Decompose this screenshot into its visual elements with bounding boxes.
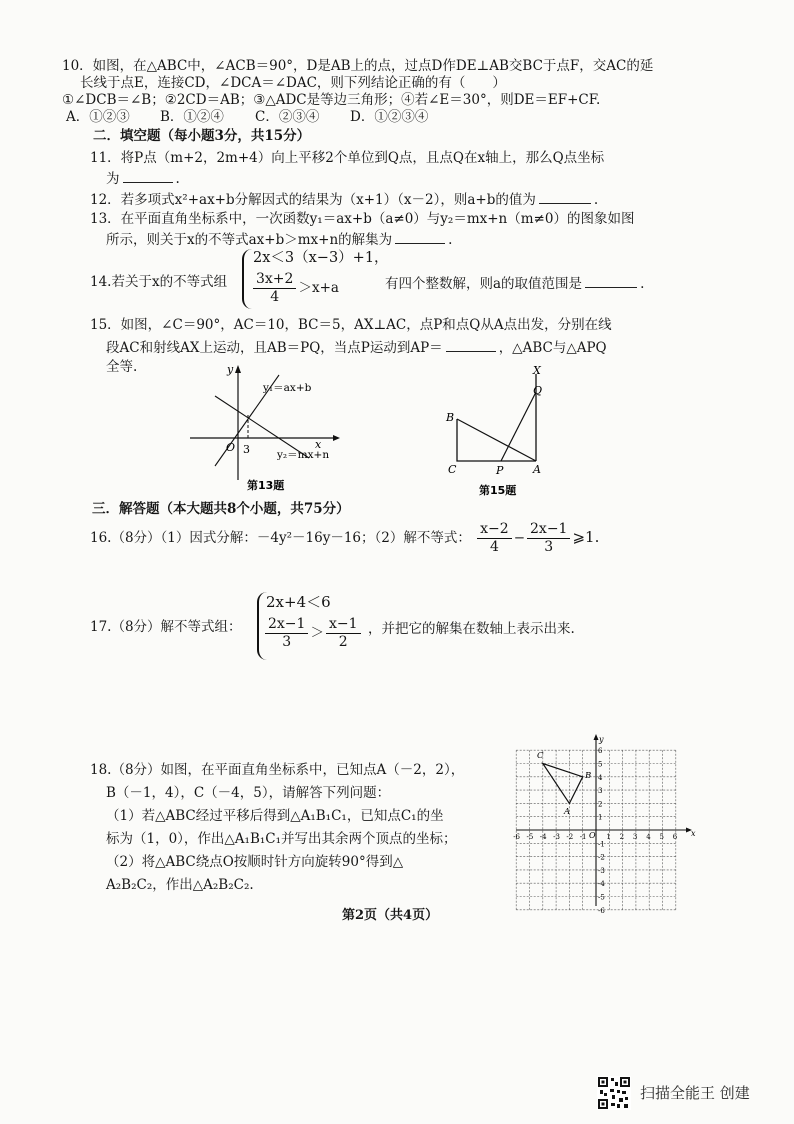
q13-line2: 所示，则关于x的不等式ax+b＞mx+n的解集为 . xyxy=(106,232,453,248)
section3-heading: 三．解答题（本大题共8个小题，共75分） xyxy=(92,501,350,517)
section2-heading: 二．填空题（每小题3分，共15分） xyxy=(93,128,311,144)
grid-y-arrow xyxy=(594,734,599,740)
grid-x-tick-label: -2 xyxy=(566,833,574,841)
fig13-line2-label: y₂＝mx+n xyxy=(277,449,330,461)
grid-x-tick-label: 6 xyxy=(672,833,678,841)
q18-line2: B（－1，4），C（－4，5），请解答下列问题： xyxy=(106,785,391,801)
q16-frac2-den: 3 xyxy=(544,538,554,555)
fig13-x-label: x xyxy=(315,438,322,451)
grid-x-tick-label: 2 xyxy=(619,833,625,841)
fig13-caption: 第13题 xyxy=(247,479,285,492)
fig13-origin: O xyxy=(226,441,236,454)
grid-y-tick-label: 4 xyxy=(598,773,603,782)
qr-code-icon xyxy=(597,1076,631,1110)
page-number: 第2页（共4页） xyxy=(342,908,439,923)
point-c-label: C xyxy=(537,751,544,761)
q14-row1: 2x＜3（x−3）+1， xyxy=(253,250,389,266)
figure-13 xyxy=(185,362,365,494)
grid-x-tick-label: -3 xyxy=(553,833,560,841)
q14-row2-rest: ＞x+a xyxy=(298,279,339,296)
grid-x-label: x xyxy=(691,829,696,838)
q16-tail: ⩾1. xyxy=(572,527,600,546)
q10-option-a: A．①②③ xyxy=(66,109,130,125)
fig15-pq xyxy=(501,392,536,461)
fig13-tick-3: 3 xyxy=(243,443,250,456)
grid-y-tick-label: 6 xyxy=(598,747,603,756)
q17-gt: ＞ xyxy=(310,624,324,641)
grid-x-tick-label: -6 xyxy=(513,833,521,841)
q15-line3: 全等. xyxy=(106,359,138,375)
q10-option-c: C．②③④ xyxy=(255,109,320,125)
grid-y-tick-label: -6 xyxy=(598,906,605,915)
fig15-label-b: B xyxy=(446,411,455,424)
grid-x-tick-label: -1 xyxy=(579,833,587,841)
q11-line1: 11．将P点（m+2，2m+4）向上平移2个单位到Q点，且点Q在x轴上，那么Q点坐标 xyxy=(90,150,605,166)
fig15-ab xyxy=(457,419,536,461)
q14-frac-den: 4 xyxy=(270,288,280,305)
q11-line2: 为 . xyxy=(106,171,180,187)
point-a-label: A xyxy=(564,807,571,817)
q14-suffix: 有四个整数解，则a的取值范围是 . xyxy=(385,276,645,292)
q10-line1: 10．如图，在△ABC中，∠ACB＝90°，D是AB上的点，过点D作DE⊥AB交BC于点F，交AC的延 xyxy=(62,58,654,74)
grid-y-tick-label: -3 xyxy=(598,866,605,875)
figure-15 xyxy=(440,362,550,498)
q16-line xyxy=(90,521,599,556)
q16-minus: − xyxy=(513,529,526,546)
fig15-label-q: Q xyxy=(533,384,543,397)
grid-y-tick-label: 3 xyxy=(598,787,603,796)
q15-line2: 段AC和射线AX上运动，且AB＝PQ，当点P运动到AP＝ ，△ABC与△APQ xyxy=(106,340,607,356)
q10-option-d: D．①②③④ xyxy=(350,109,429,125)
grid-x-tick-label: 1 xyxy=(606,833,611,841)
grid-x-tick-label: 5 xyxy=(659,833,664,841)
q12-line: 12．若多项式x²+ax+b分解因式的结果为（x+1）（x－2），则a+b的值为 . xyxy=(90,192,599,208)
q18-line5: （2）将△ABC绕点O按顺时针方向旋转90°得到△ xyxy=(106,854,404,870)
grid-y-label: y xyxy=(599,735,604,744)
fig13-y-label: y xyxy=(227,363,234,376)
grid-y-tick-label: 2 xyxy=(598,800,603,809)
q18-line3: （1）若△ABC经过平移后得到△A₁B₁C₁，已知点C₁的坐 xyxy=(106,808,444,824)
q10-line2: 长线于点E，连接CD，∠DCA＝∠DAC，则下列结论正确的有（ ） xyxy=(80,75,506,91)
grid-y-tick-label: 1 xyxy=(598,813,603,822)
grid-y-tick-label: -1 xyxy=(598,840,605,849)
q17-frac2-num: x−1 xyxy=(326,616,361,634)
q16-part1: 16.（8分）（1）因式分解：－4y²－16y－16；（2）解不等式： xyxy=(90,529,471,546)
q15-line1: 15．如图，∠C＝90°，AC＝10，BC＝5，AX⊥AC，点P和点Q从A点出发，分别在线 xyxy=(90,317,612,333)
fig15-label-c: C xyxy=(448,463,457,476)
grid-origin: O xyxy=(589,831,596,840)
point-b-label: B xyxy=(585,771,592,781)
q17-prefix: 17.（8分）解不等式组： xyxy=(90,619,242,635)
q18-line6: A₂B₂C₂，作出△A₂B₂C₂. xyxy=(106,877,254,893)
fig15-caption: 第15题 xyxy=(479,484,517,497)
grid-x-tick-label: 3 xyxy=(632,833,638,841)
q14-row2 xyxy=(251,271,339,306)
q10-line3: ①∠DCB＝∠B；②2CD＝AB；③△ADC是等边三角形；④若∠E＝30°，则DE＝EF+CF. xyxy=(62,92,601,108)
q18-coordinate-grid xyxy=(508,732,698,915)
grid-y-tick-label: -5 xyxy=(598,893,605,902)
q17-suffix: ，并把它的解集在数轴上表示出来. xyxy=(368,621,575,637)
q17-frac1-num: 2x−1 xyxy=(265,616,308,634)
fig13-x-arrow xyxy=(333,435,340,441)
q10-option-b: B．①②④ xyxy=(160,109,224,125)
q16-frac1-num: x−2 xyxy=(477,521,512,539)
q13-line1: 13．在平面直角坐标系中，一次函数y₁＝ax+b（a≠0）与y₂＝mx+n（m≠0）的图象如图 xyxy=(90,211,635,227)
q18-line4: 标为（1，0），作出△A₁B₁C₁并写出其余两个顶点的坐标； xyxy=(106,831,457,847)
q17-frac1-den: 3 xyxy=(282,633,292,650)
triangle-abc xyxy=(543,764,583,804)
grid-y-tick-label: -4 xyxy=(598,880,605,889)
fig13-line1-label: y₁＝ax+b xyxy=(263,382,312,394)
q17-row2 xyxy=(263,616,363,651)
q16-frac1-den: 4 xyxy=(489,538,499,555)
fig15-label-p: P xyxy=(496,464,504,477)
fig13-y-arrow xyxy=(235,365,241,373)
grid-x-tick-label: -5 xyxy=(526,833,534,841)
q17-row1: 2x+4＜6 xyxy=(266,593,331,611)
q18-line1: 18.（8分）如图，在平面直角坐标系中，已知点A（－2，2）， xyxy=(90,762,465,778)
grid-y-tick-label: 5 xyxy=(598,760,603,769)
q17-frac2-den: 2 xyxy=(338,633,348,650)
q14-prefix: 14.若关于x的不等式组 xyxy=(90,274,228,290)
q14-frac-num: 3x+2 xyxy=(253,271,296,289)
grid-y-tick-label: -2 xyxy=(598,853,605,862)
scanner-watermark: 扫描全能王 创建 xyxy=(640,1084,750,1102)
fig15-label-x: X xyxy=(533,364,541,377)
q16-frac2-num: 2x−1 xyxy=(527,521,570,539)
grid-x-tick-label: 4 xyxy=(646,833,651,841)
fig15-label-a: A xyxy=(533,463,541,476)
grid-x-tick-label: -4 xyxy=(539,833,547,841)
